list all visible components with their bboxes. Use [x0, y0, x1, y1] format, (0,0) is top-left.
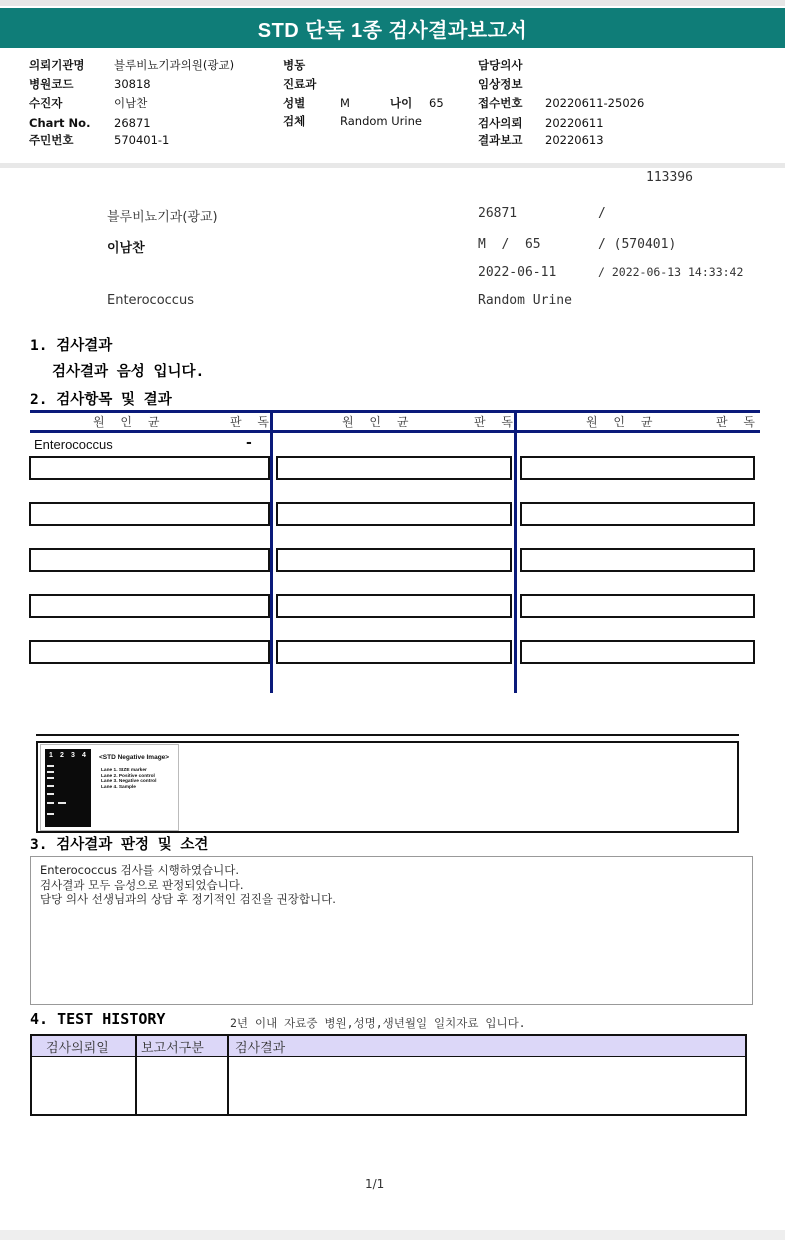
grid-header-line: [30, 430, 760, 433]
opinion-box: [30, 856, 753, 1005]
info-report-time: / 2022-06-13 14:33:42: [598, 265, 744, 279]
marker-band: [47, 771, 54, 773]
info-chart: 26871: [478, 206, 518, 221]
result-box: [520, 594, 755, 618]
label-chart-no: Chart No.: [29, 116, 91, 130]
label-request-date: 검사의뢰: [478, 116, 523, 130]
marker-band: [47, 793, 54, 795]
result-box: [29, 502, 270, 526]
value-receipt-no: 20220611-25026: [545, 96, 645, 110]
lane-number: 4: [82, 752, 86, 759]
value-age: 65: [429, 96, 444, 110]
label-specimen: 검체: [283, 114, 306, 128]
image-top-rule: [36, 734, 739, 736]
info-birth: / (570401): [598, 237, 677, 252]
result-box: [520, 548, 755, 572]
section-opinion-title: 3. 검사결과 판정 및 소견: [30, 837, 209, 853]
result-box: [520, 502, 755, 526]
label-age: 나이: [390, 96, 413, 110]
lane-number: 1: [49, 752, 53, 759]
col-header-organism-2: 원 인 균: [342, 415, 415, 429]
col-header-result-1: 판 독: [230, 415, 275, 429]
gel-legend-line: Lane 3. Negative control: [101, 779, 157, 785]
history-note: 2년 이내 자료중 병원,성명,생년월일 일치자료 입니다.: [230, 1016, 526, 1030]
footer-strip: [0, 1230, 785, 1240]
opinion-line: 담당 의사 선생님과의 상담 후 정기적인 검진을 권장합니다.: [40, 892, 336, 906]
label-clinical-info: 임상정보: [478, 77, 523, 91]
marker-band: [47, 813, 54, 815]
result-box: [276, 502, 512, 526]
result-box: [29, 640, 270, 664]
info-specimen: Random Urine: [478, 293, 572, 308]
grid-divider-1: [270, 410, 273, 693]
page-number: 1/1: [365, 1177, 385, 1191]
gel-legend-line: Lane 4. Sample: [101, 784, 136, 790]
result-value: -: [246, 435, 252, 451]
report-title: STD 단독 1종 검사결과보고서: [0, 8, 785, 48]
label-ward: 병동: [283, 58, 306, 72]
result-box: [276, 456, 512, 480]
col-header-organism-3: 원 인 균: [586, 415, 659, 429]
history-table: [30, 1034, 747, 1116]
lane-number: 2: [60, 752, 64, 759]
marker-band: [47, 785, 54, 787]
label-resident-no: 주민번호: [29, 133, 74, 147]
value-patient: 이남찬: [114, 96, 148, 110]
section-history-title: 4. TEST HISTORY: [30, 1010, 166, 1028]
value-sex: M: [340, 96, 350, 110]
info-date: 2022-06-11: [478, 265, 557, 280]
history-col-divider: [135, 1036, 137, 1114]
label-receipt-no: 접수번호: [478, 96, 523, 110]
gel-electrophoresis: [45, 749, 91, 827]
label-sex: 성별: [283, 96, 306, 110]
header-info: [0, 54, 785, 154]
col-header-result-2: 판 독: [474, 415, 519, 429]
col-header-organism-1: 원 인 균: [93, 415, 166, 429]
marker-band: [47, 765, 54, 767]
opinion-line: Enterococcus 검사를 시행하였습니다.: [40, 863, 239, 877]
result-box: [520, 640, 755, 664]
value-report-date: 20220613: [545, 133, 604, 147]
history-header-report-type: 보고서구분: [141, 1041, 204, 1056]
info-name: 이남찬: [107, 241, 145, 256]
value-institution: 블루비뇨기과의원(광교): [114, 58, 235, 72]
info-clinic: 블루비뇨기과(광교): [107, 210, 218, 225]
value-chart-no: 26871: [114, 116, 151, 130]
label-patient: 수진자: [29, 96, 63, 110]
gel-legend-line: Lane 1. SIZE marker: [101, 768, 147, 773]
info-sex-age: M / 65: [478, 237, 541, 252]
value-hospital-code: 30818: [114, 77, 151, 91]
section-result-text: 검사결과 음성 입니다.: [52, 364, 205, 380]
label-doctor: 담당의사: [478, 58, 523, 72]
result-box: [276, 594, 512, 618]
history-header-result: 검사결과: [235, 1041, 286, 1056]
result-box: [29, 548, 270, 572]
info-slash: /: [598, 206, 606, 221]
value-request-date: 20220611: [545, 116, 604, 130]
gel-legend-title: <STD Negative Image>: [99, 754, 170, 761]
gel-legend-line: Lane 2. Positive control: [101, 773, 155, 779]
gel-image: [40, 744, 179, 831]
gel-legend: [101, 768, 156, 790]
label-department: 진료과: [283, 77, 317, 91]
history-col-divider: [227, 1036, 229, 1114]
section-result-title: 1. 검사결과: [30, 338, 113, 354]
result-box: [276, 640, 512, 664]
result-box: [29, 456, 270, 480]
label-hospital-code: 병원코드: [29, 77, 74, 91]
header-separator: [0, 163, 785, 168]
result-box: [276, 548, 512, 572]
info-organism: Enterococcus: [107, 293, 194, 308]
col-header-result-3: 판 독: [716, 415, 761, 429]
lane-number: 3: [71, 752, 75, 759]
top-strip: [0, 0, 785, 6]
value-resident-no: 570401-1: [114, 133, 170, 147]
result-box: [520, 456, 755, 480]
opinion-line: 검사결과 모두 음성으로 판정되었습니다.: [40, 877, 244, 892]
label-report-date: 결과보고: [478, 133, 523, 147]
history-table-header: [32, 1036, 745, 1057]
positive-control-band: [58, 802, 66, 804]
code-number: 113396: [646, 170, 693, 185]
marker-band: [47, 777, 54, 779]
history-header-request-date: 검사의뢰일: [46, 1041, 109, 1056]
value-specimen: Random Urine: [340, 114, 422, 128]
section-items-title: 2. 검사항목 및 결과: [30, 392, 172, 408]
result-box: [29, 594, 270, 618]
result-organism: Enterococcus: [34, 437, 113, 452]
marker-band: [47, 802, 54, 804]
grid-divider-2: [514, 410, 517, 693]
label-institution: 의뢰기관명: [29, 58, 85, 72]
